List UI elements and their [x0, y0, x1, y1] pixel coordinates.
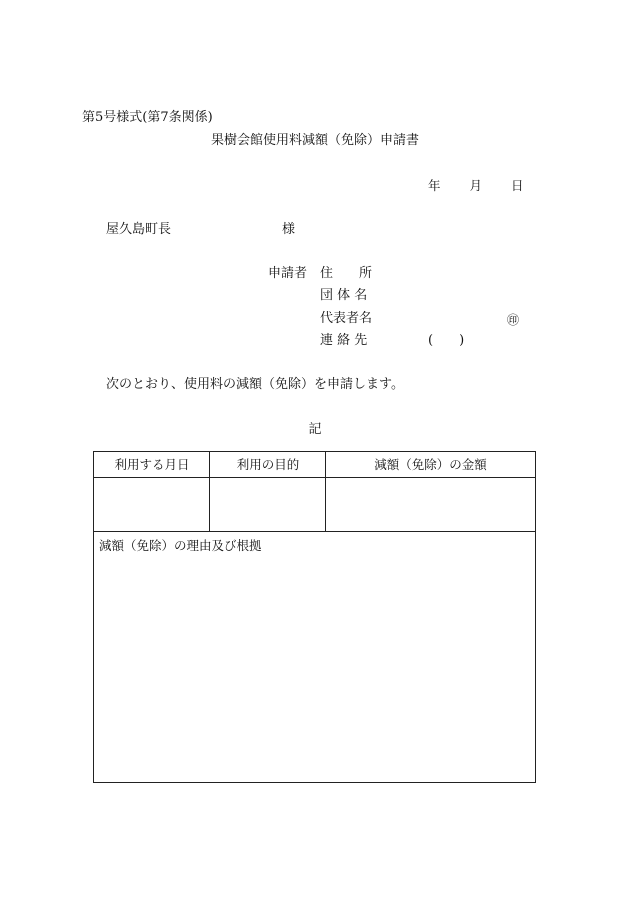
details-table — [93, 451, 536, 783]
reason-input-area[interactable] — [94, 532, 535, 782]
contact-phone-parens[interactable]: ( ) — [428, 333, 465, 348]
header-usage-purpose: 利用の目的 — [236, 457, 300, 472]
date-line — [428, 178, 524, 194]
usage-purpose-cell[interactable] — [210, 478, 325, 531]
contact-field-label: 連 絡 先 — [320, 333, 368, 348]
address-field-label: 住 所 — [320, 266, 373, 281]
request-statement: 次のとおり、使用料の減額（免除）を申請します。 — [106, 377, 404, 392]
usage-date-cell[interactable] — [94, 478, 209, 531]
document-title: 果樹会館使用料減額（免除）申請書 — [210, 133, 419, 148]
reduction-amount-cell[interactable] — [326, 478, 535, 531]
year-field[interactable]: 年 — [428, 178, 441, 193]
addressee-name: 屋久島町長 — [106, 222, 172, 237]
seal-mark: ㊞ — [507, 313, 520, 327]
group-name-field-label: 団 体 名 — [320, 288, 368, 303]
applicant-label: 申請者 — [268, 266, 308, 281]
representative-field-label: 代表者名 — [320, 311, 373, 326]
header-reduction-amount: 減額（免除）の金額 — [374, 457, 487, 472]
record-heading: 記 — [308, 422, 322, 437]
month-field[interactable]: 月 — [469, 178, 483, 193]
addressee-honorific: 様 — [282, 222, 296, 237]
day-field[interactable]: 日 — [511, 178, 524, 193]
form-number: 第5号様式(第7条関係) — [82, 110, 213, 125]
reason-label: 減額（免除）の理由及び根拠 — [99, 538, 262, 553]
header-usage-date: 利用する月日 — [114, 457, 190, 472]
